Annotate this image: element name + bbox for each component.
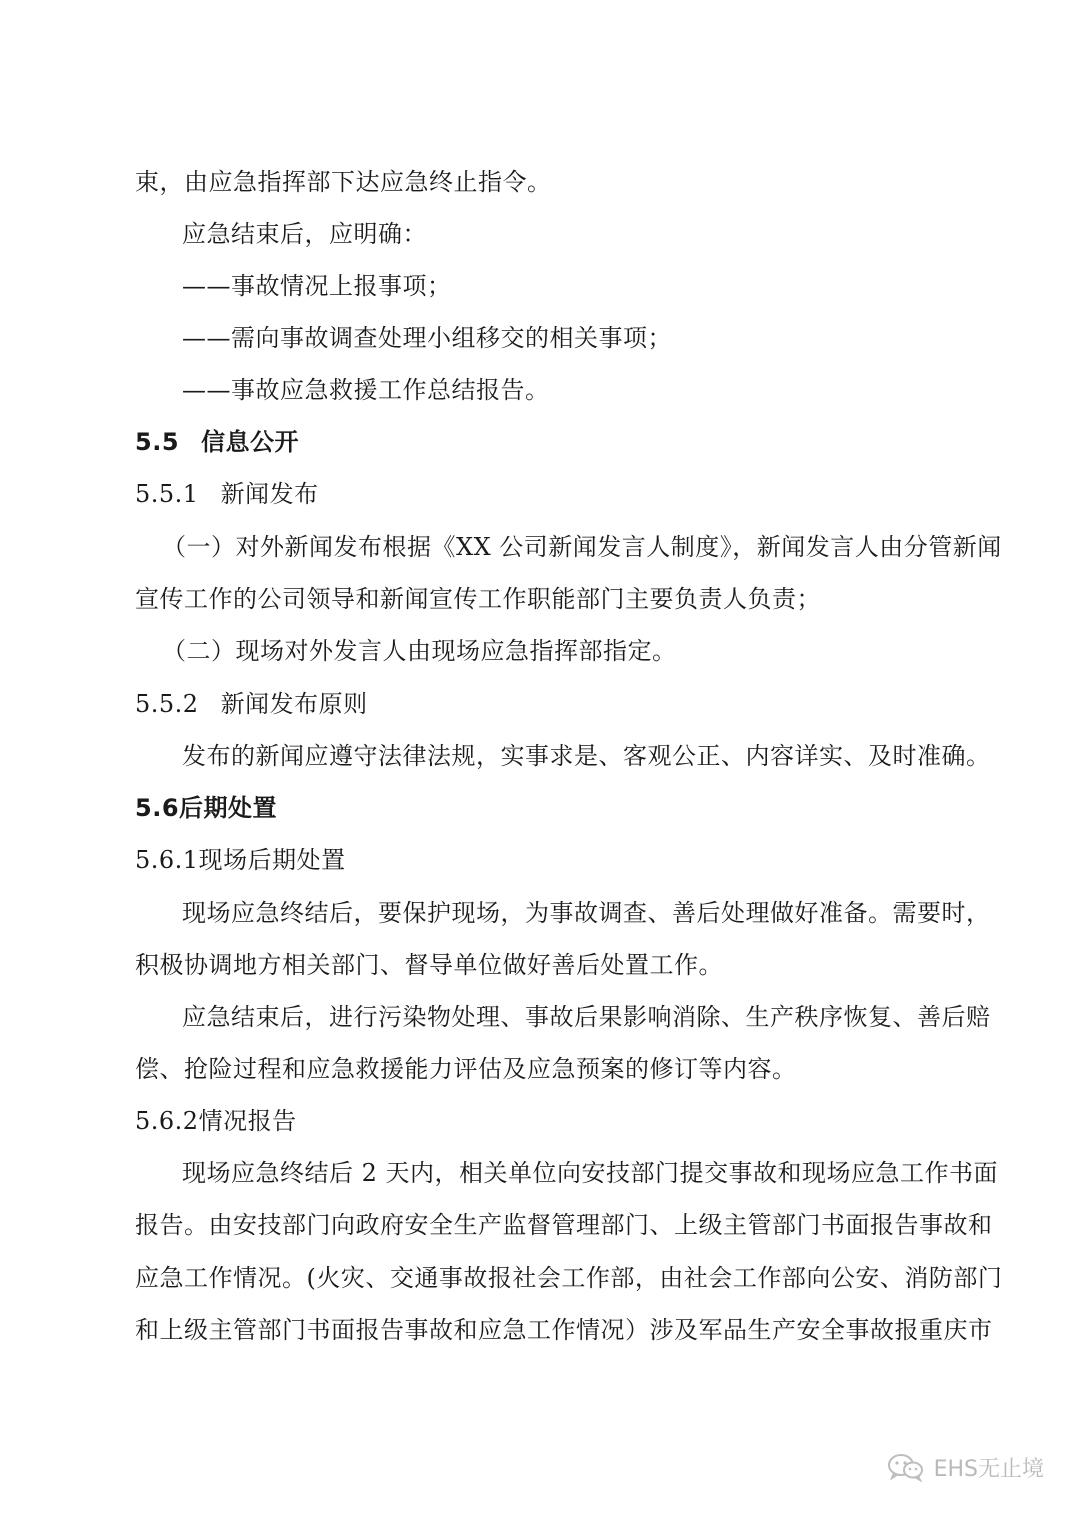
- text-line: 宣传工作的公司领导和新闻宣传工作职能部门主要负责人负责；: [135, 585, 821, 613]
- subsection-number: 5.5.2: [135, 690, 199, 718]
- list-item: ——事故应急救援工作总结报告。: [182, 376, 550, 404]
- subsection-title: 新闻发布原则: [220, 690, 368, 718]
- text-line: 和上级主管部门书面报告事故和应急工作情况）涉及军品生产安全事故报重庆市: [135, 1316, 993, 1344]
- wechat-icon: [886, 1452, 926, 1482]
- text-line: 现场应急终结后，要保护现场，为事故调查、善后处理做好准备。需要时，: [182, 899, 991, 927]
- text-line: 应急结束后，进行污染物处理、事故后果影响消除、生产秩序恢复、善后赔: [182, 1003, 991, 1031]
- subsection-heading-5-5-1: [135, 474, 970, 514]
- text-line: 现场应急终结后 2 天内，相关单位向安技部门提交事故和现场应急工作书面: [182, 1159, 999, 1187]
- subsection-heading-5-6-2: 5.6.2情况报告: [135, 1107, 297, 1135]
- text-line: 积极协调地方相关部门、督导单位做好善后处置工作。: [135, 951, 723, 979]
- section-heading-5-6: 5.6后期处置: [135, 794, 278, 822]
- text-line: （二）现场对外发言人由现场应急指挥部指定。: [162, 637, 677, 665]
- subsection-heading-5-5-2: [135, 684, 970, 724]
- section-number: 5.5: [135, 428, 180, 456]
- watermark: [886, 1447, 1044, 1487]
- watermark-text: EHS无止境: [933, 1456, 1044, 1482]
- text-line: 应急工作情况。(火灾、交通事故报社会工作部，由社会工作部向公安、消防部门: [135, 1264, 1003, 1292]
- subsection-heading-5-6-1: 5.6.1现场后期处置: [135, 846, 346, 874]
- list-item: ——事故情况上报事项；: [182, 272, 452, 300]
- section-title: 信息公开: [201, 428, 300, 456]
- text-line: 发布的新闻应遵守法律法规，实事求是、客观公正、内容详实、及时准确。: [182, 742, 991, 770]
- text-line: 偿、抢险过程和应急救援能力评估及应急预案的修订等内容。: [135, 1055, 797, 1083]
- list-item: ——需向事故调查处理小组移交的相关事项；: [182, 324, 672, 352]
- text-line: （一）对外新闻发布根据《XX 公司新闻发言人制度》，新闻发言人由分管新闻: [162, 533, 1002, 561]
- text-line: 应急结束后，应明确：: [182, 220, 427, 248]
- subsection-number: 5.5.1: [135, 480, 199, 508]
- text-line: 束，由应急指挥部下达应急终止指令。: [135, 168, 552, 196]
- text-line: 报告。由安技部门向政府安全生产监督管理部门、上级主管部门书面报告事故和: [135, 1211, 993, 1239]
- subsection-title: 新闻发布: [220, 480, 319, 508]
- section-heading-5-5: [135, 422, 970, 462]
